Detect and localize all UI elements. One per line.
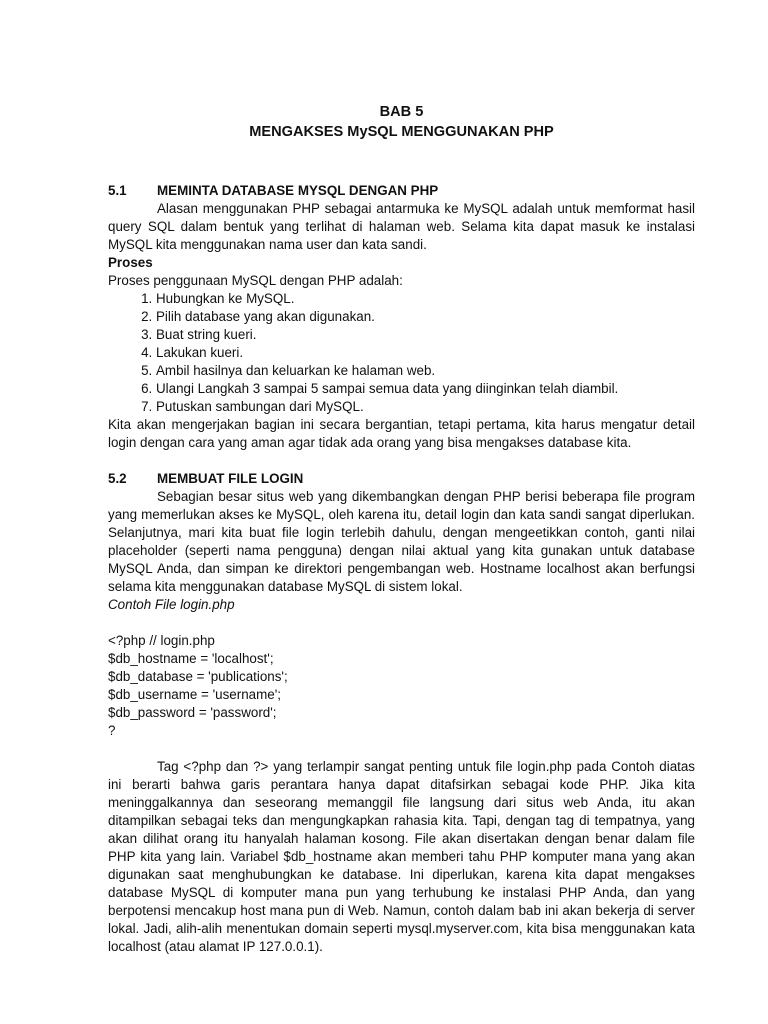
section-1-intro: Alasan menggunakan PHP sebagai antarmuka ke MySQL adalah untuk memformat hasil query SQL dalam bentuk yang terlihat di halaman web. Selama kita dapat masuk ke instalasi MySQL kita menggunakan nama user dan kata sandi. bbox=[108, 201, 695, 252]
chapter-label: BAB 5 bbox=[379, 104, 424, 120]
list-item: 6. Ulangi Langkah 3 sampai 5 sampai semua data yang diinginkan telah diambil. bbox=[156, 380, 695, 398]
code-line: $db_username = 'username'; bbox=[108, 687, 281, 702]
example-caption: Contoh File login.php bbox=[108, 597, 235, 612]
section-2-title: MEMBUAT FILE LOGIN bbox=[157, 471, 304, 486]
section-1-title: MEMINTA DATABASE MYSQL DENGAN PHP bbox=[157, 183, 439, 198]
list-item: 1. Hubungkan ke MySQL. bbox=[156, 290, 695, 308]
process-steps-list bbox=[108, 290, 695, 416]
section-1-heading bbox=[108, 182, 695, 200]
spacer bbox=[108, 452, 695, 470]
chapter-title: MENGAKSES MySQL MENGGUNAKAN PHP bbox=[249, 124, 554, 140]
code-listing bbox=[108, 632, 695, 740]
code-line: $db_password = 'password'; bbox=[108, 705, 277, 720]
process-intro: Proses penggunaan MySQL dengan PHP adalah: bbox=[108, 273, 403, 288]
page-content bbox=[108, 102, 695, 956]
process-label: Proses bbox=[108, 255, 153, 270]
section-2-intro: Sebagian besar situs web yang dikembangkan dengan PHP berisi beberapa file program yang memerlukan akses ke MySQL, oleh karena itu, detail login dan kata sandi sangat diperlukan. Selanjutnya, mari kita buat file login terlebih dahulu, dengan mengeetikkan contoh, ganti nilai placeholder (seperti nama pengguna) dengan nilai aktual yang kita gunakan untuk database MySQL Anda, dan simpan ke direktori pengembangan web. Hostname localhost akan berfungsi selama kita menggunakan database MySQL di sistem lokal. bbox=[108, 489, 695, 594]
section-2-explanation: Tag <?php dan ?> yang terlampir sangat penting untuk file login.php pada Contoh diatas ini berarti bahwa garis perantara hanya dapat ditafsirkan sebagai kode PHP. Jika kita meninggalkannya dan seseorang memanggil file langsung dari situs web Anda, itu akan ditampilkan sebagai teks dan mengungkapkan rahasia kita. Tapi, dengan tag di tempatnya, yang akan dilihat orang itu hanyalah halaman kosong. File akan disertakan dengan benar dalam file PHP kita yang lain. Variabel $db_hostname akan memberi tahu PHP komputer mana yang akan digunakan saat menghubungkan ke database. Ini diperlukan, karena kita dapat mengakses database MySQL di komputer mana pun yang terhubung ke instalasi PHP Anda, dan yang berpotensi mencakup host mana pun di Web. Namun, contoh dalam bab ini akan bekerja di server lokal. Jadi, alih-alih menentukan domain seperti mysql.myserver.com, kita bisa menggunakan kata localhost (atau alamat IP 127.0.0.1). bbox=[108, 759, 695, 954]
spacer bbox=[108, 614, 695, 632]
code-line: ? bbox=[108, 723, 116, 738]
list-item: 3. Buat string kueri. bbox=[156, 326, 695, 344]
section-1-closing: Kita akan mengerjakan bagian ini secara bergantian, tetapi pertama, kita harus mengatur detail login dengan cara yang aman agar tidak ada orang yang bisa mengakses database kita. bbox=[108, 417, 695, 450]
code-line: <?php // login.php bbox=[108, 633, 215, 648]
section-1-number: 5.1 bbox=[108, 183, 127, 198]
list-item: 7. Putuskan sambungan dari MySQL. bbox=[156, 398, 695, 416]
code-line: $db_hostname = 'localhost'; bbox=[108, 651, 274, 666]
section-2-heading bbox=[108, 470, 695, 488]
code-line: $db_database = 'publications'; bbox=[108, 669, 288, 684]
section-2-number: 5.2 bbox=[108, 471, 127, 486]
spacer bbox=[108, 740, 695, 758]
list-item: 2. Pilih database yang akan digunakan. bbox=[156, 308, 695, 326]
list-item: 5. Ambil hasilnya dan keluarkan ke halaman web. bbox=[156, 362, 695, 380]
list-item: 4. Lakukan kueri. bbox=[156, 344, 695, 362]
